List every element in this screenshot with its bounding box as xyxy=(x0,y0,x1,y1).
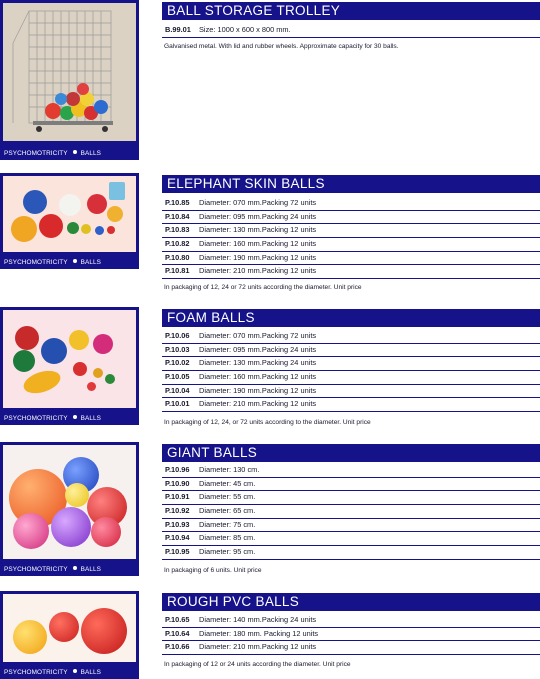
product-list xyxy=(162,614,540,655)
photo-caption xyxy=(4,415,101,422)
ball-image xyxy=(13,513,49,549)
product-list xyxy=(162,24,540,38)
product-code: P.10.82 xyxy=(165,239,190,249)
section-title: ELEPHANT SKIN BALLS xyxy=(162,175,540,193)
product-row xyxy=(162,505,540,519)
product-row xyxy=(162,344,540,358)
product-code: P.10.84 xyxy=(165,211,190,221)
ball-image xyxy=(91,517,121,547)
ball-image xyxy=(81,224,91,234)
section-title: GIANT BALLS xyxy=(162,444,540,462)
ball-image xyxy=(11,216,37,242)
ball-packaging-image xyxy=(109,182,125,200)
ball-image xyxy=(13,350,35,372)
section-note: In packaging of 12, 24 or 72 units according the diameter. Unit price xyxy=(164,284,362,291)
product-code: P.10.80 xyxy=(165,252,190,262)
elephant-skin-balls-photo xyxy=(3,176,136,252)
ball-image xyxy=(87,194,107,214)
caption-category: PSYCHOMOTRICITY xyxy=(4,150,68,157)
ball-image xyxy=(105,374,115,384)
ball-image xyxy=(15,326,39,350)
product-code: P.10.91 xyxy=(165,492,190,502)
product-description: Diameter: 210 mm.Packing 12 units xyxy=(199,642,317,652)
product-code: P.10.02 xyxy=(165,358,190,368)
product-description: Diameter: 85 cm. xyxy=(199,533,256,543)
foam-balls-photo xyxy=(3,310,136,408)
ball-image xyxy=(49,612,79,642)
product-row xyxy=(162,371,540,385)
product-code: P.10.96 xyxy=(165,465,190,474)
product-description: Diameter: 95 cm. xyxy=(199,547,256,557)
section-note: In packaging of 6 units. Unit price xyxy=(164,567,262,574)
product-row xyxy=(162,265,540,279)
bullet-dot-icon xyxy=(73,259,77,263)
product-code: P.10.05 xyxy=(165,372,190,382)
section-note: In packaging of 12 or 24 units according the diameter. Unit price xyxy=(164,661,351,668)
product-code: P.10.90 xyxy=(165,478,190,488)
ball-image xyxy=(93,334,113,354)
ball-image xyxy=(23,190,47,214)
product-list xyxy=(162,330,540,412)
product-description: Diameter: 160 mm.Packing 12 units xyxy=(199,239,317,249)
product-row xyxy=(162,252,540,266)
photo-caption xyxy=(4,150,101,157)
rough-pvc-balls-photo xyxy=(3,594,136,662)
product-description: Diameter: 45 cm. xyxy=(199,478,256,488)
product-photo-frame xyxy=(0,0,139,160)
caption-category: PSYCHOMOTRICITY xyxy=(4,669,68,676)
photo-caption xyxy=(4,669,101,676)
caption-subcategory: BALLS xyxy=(80,150,102,157)
product-description: Diameter: 070 mm.Packing 72 units xyxy=(199,331,317,340)
product-code: P.10.64 xyxy=(165,628,190,638)
caption-subcategory: BALLS xyxy=(80,259,102,266)
section-title: ROUGH PVC BALLS xyxy=(162,593,540,611)
ball-image xyxy=(13,620,47,654)
product-description: Diameter: 140 mm.Packing 24 units xyxy=(199,615,317,624)
product-description: Diameter: 180 mm. Packing 12 units xyxy=(199,628,319,638)
product-row xyxy=(162,224,540,238)
product-row xyxy=(162,519,540,533)
product-description: Diameter: 210 mm.Packing 12 units xyxy=(199,399,317,409)
product-code: P.10.94 xyxy=(165,533,190,543)
product-code: P.10.95 xyxy=(165,547,190,557)
photo-caption xyxy=(4,566,101,573)
product-description: Diameter: 190 mm.Packing 12 units xyxy=(199,385,317,395)
ball-image xyxy=(59,194,81,216)
product-row xyxy=(162,464,540,478)
section-note: Galvanised metal. With lid and rubber wheels. Approximate capacity for 30 balls. xyxy=(164,43,399,50)
product-section-giant-balls xyxy=(0,442,540,582)
caption-subcategory: BALLS xyxy=(80,669,102,676)
product-row xyxy=(162,614,540,628)
product-description: Diameter: 190 mm.Packing 12 units xyxy=(199,252,317,262)
product-description: Diameter: 095 mm.Packing 24 units xyxy=(199,344,317,354)
caption-category: PSYCHOMOTRICITY xyxy=(4,259,68,266)
product-description: Size: 1000 x 600 x 800 mm. xyxy=(199,25,291,34)
section-title: FOAM BALLS xyxy=(162,309,540,327)
product-row xyxy=(162,478,540,492)
product-row xyxy=(162,24,540,38)
trolley-photo xyxy=(3,3,136,141)
product-row xyxy=(162,491,540,505)
ball-image xyxy=(41,338,67,364)
caption-category: PSYCHOMOTRICITY xyxy=(4,566,68,573)
ball-image xyxy=(65,483,89,507)
product-row xyxy=(162,628,540,642)
product-code: P.10.85 xyxy=(165,198,190,207)
product-code: P.10.03 xyxy=(165,344,190,354)
ball-image xyxy=(39,214,63,238)
section-title: BALL STORAGE TROLLEY xyxy=(162,2,540,20)
product-code: P.10.83 xyxy=(165,225,190,235)
product-description: Diameter: 210 mm.Packing 12 units xyxy=(199,266,317,276)
product-description: Diameter: 095 mm.Packing 24 units xyxy=(199,211,317,221)
product-row xyxy=(162,641,540,655)
product-row xyxy=(162,211,540,225)
ball-image xyxy=(67,222,79,234)
product-code: P.10.06 xyxy=(165,331,190,340)
bullet-dot-icon xyxy=(73,669,77,673)
caption-subcategory: BALLS xyxy=(80,415,102,422)
product-code: P.10.92 xyxy=(165,506,190,516)
ball-trolley-image xyxy=(3,3,136,141)
product-list xyxy=(162,464,540,560)
ball-image xyxy=(69,330,89,350)
product-code: P.10.93 xyxy=(165,519,190,529)
product-row xyxy=(162,238,540,252)
ball-image xyxy=(51,507,91,547)
ball-image xyxy=(87,382,96,391)
ball-image xyxy=(107,226,115,234)
product-code: P.10.04 xyxy=(165,385,190,395)
ball-image xyxy=(107,206,123,222)
product-code: P.10.65 xyxy=(165,615,190,624)
product-description: Diameter: 130 mm.Packing 24 units xyxy=(199,358,317,368)
product-row xyxy=(162,197,540,211)
product-section-rough-pvc-balls xyxy=(0,591,540,679)
ball-image xyxy=(81,608,127,654)
caption-category: PSYCHOMOTRICITY xyxy=(4,415,68,422)
product-section-elephant-skin-balls xyxy=(0,173,540,291)
product-row xyxy=(162,357,540,371)
bullet-dot-icon xyxy=(73,150,77,154)
section-note: In packaging of 12, 24, or 72 units according to the diameter. Unit price xyxy=(164,419,371,426)
product-description: Diameter: 070 mm.Packing 72 units xyxy=(199,198,317,207)
product-photo-frame xyxy=(0,307,139,425)
product-description: Diameter: 160 mm.Packing 12 units xyxy=(199,372,317,382)
product-row xyxy=(162,532,540,546)
caption-subcategory: BALLS xyxy=(80,566,102,573)
photo-caption xyxy=(4,259,101,266)
product-description: Diameter: 130 cm. xyxy=(199,465,260,474)
product-section-ball-storage-trolley xyxy=(0,0,540,160)
ball-image xyxy=(73,362,87,376)
product-row xyxy=(162,385,540,399)
product-row xyxy=(162,398,540,412)
product-description: Diameter: 55 cm. xyxy=(199,492,256,502)
product-description: Diameter: 130 mm.Packing 12 units xyxy=(199,225,317,235)
product-photo-frame xyxy=(0,442,139,576)
product-row xyxy=(162,546,540,560)
product-code: B.99.01 xyxy=(165,25,191,34)
product-code: P.10.81 xyxy=(165,266,190,276)
bullet-dot-icon xyxy=(73,566,77,570)
product-photo-frame xyxy=(0,591,139,679)
product-description: Diameter: 65 cm. xyxy=(199,506,256,516)
product-description: Diameter: 75 cm. xyxy=(199,519,256,529)
product-code: P.10.01 xyxy=(165,399,190,409)
giant-balls-photo xyxy=(3,445,136,559)
product-section-foam-balls xyxy=(0,307,540,427)
product-code: P.10.66 xyxy=(165,642,190,652)
product-row xyxy=(162,330,540,344)
ball-image xyxy=(93,368,103,378)
product-photo-frame xyxy=(0,173,139,269)
ball-image xyxy=(95,226,104,235)
product-list xyxy=(162,197,540,279)
bullet-dot-icon xyxy=(73,415,77,419)
